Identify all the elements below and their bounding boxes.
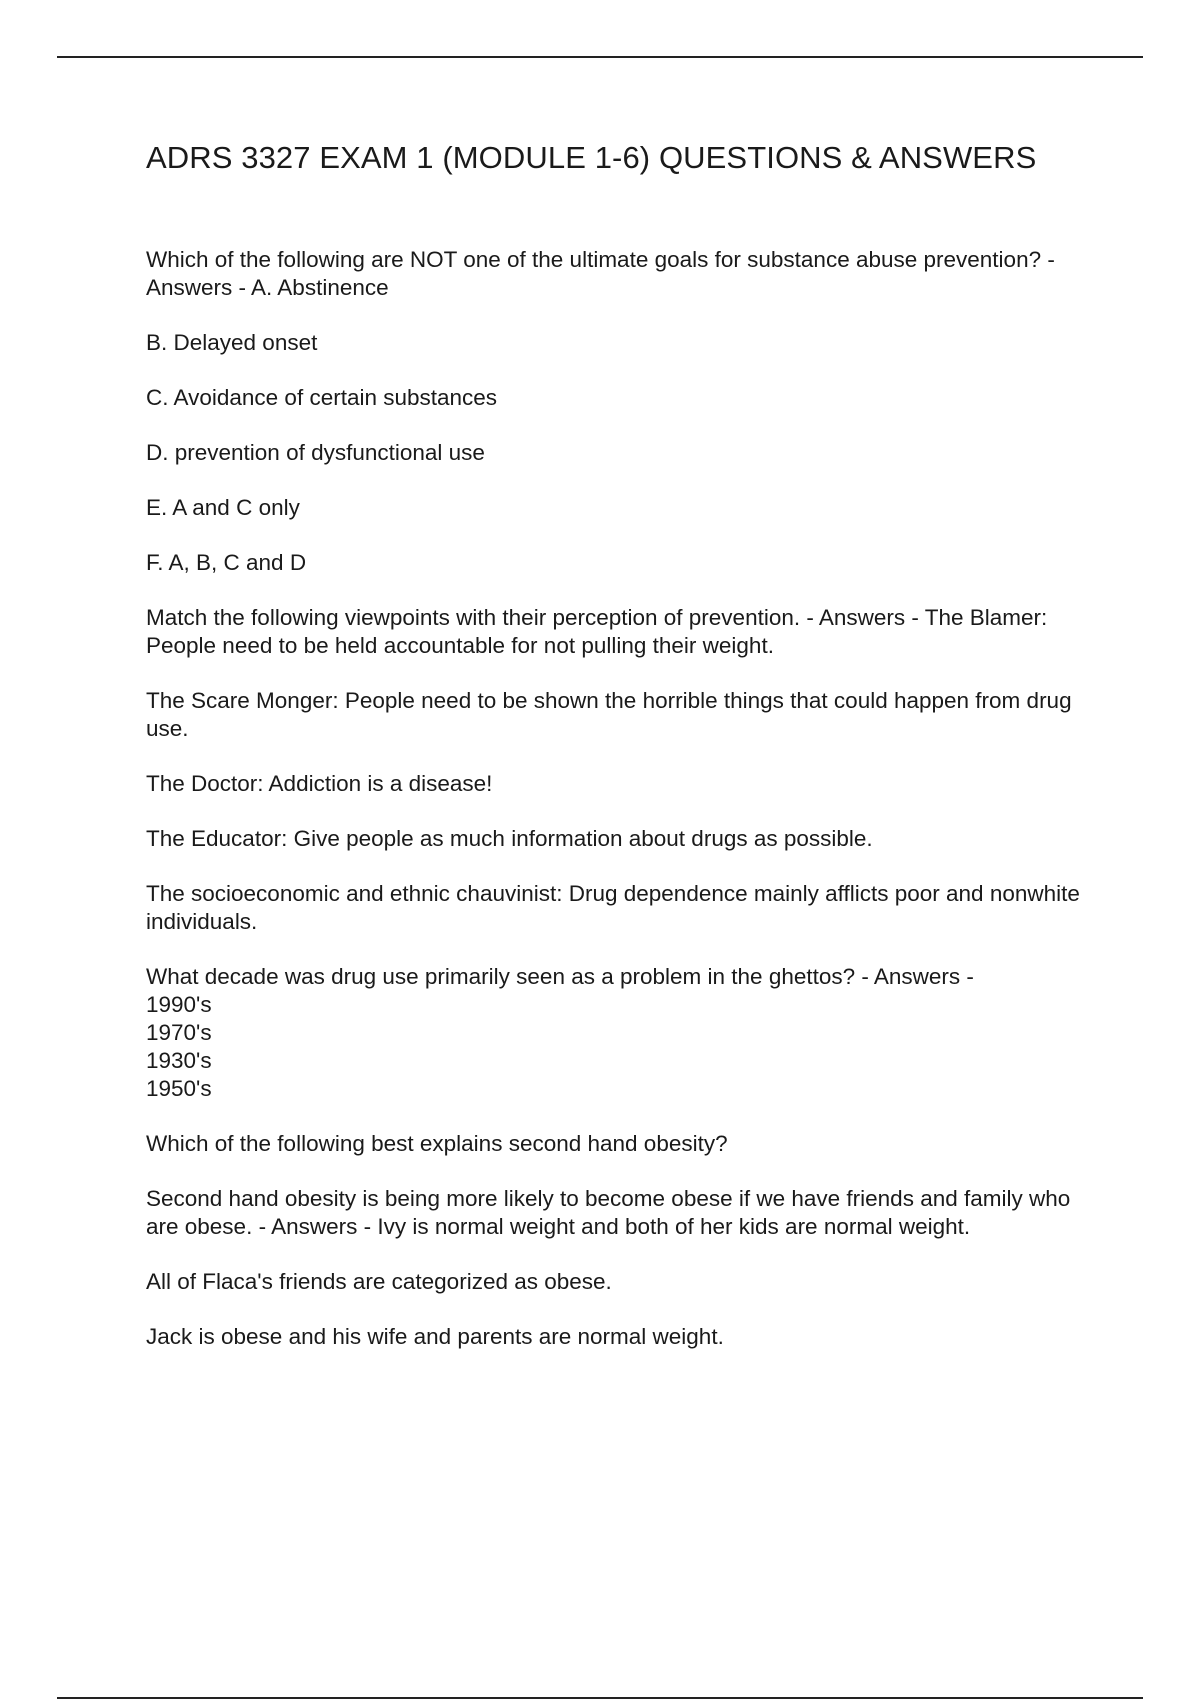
decade-option: 1950's: [146, 1076, 212, 1101]
paragraph-chauvinist: The socioeconomic and ethnic chauvinist: Drug dependence mainly afflicts poor and nonwhite individuals.: [146, 881, 1080, 934]
bottom-divider: [57, 1697, 1143, 1699]
paragraph-scare-monger: The Scare Monger: People need to be shown the horrible things that could happen from drug use.: [146, 688, 1072, 741]
paragraph-option-e: E. A and C only: [146, 495, 300, 520]
document-title: ADRS 3327 EXAM 1 (MODULE 1-6) QUESTIONS & ANSWERS: [146, 140, 1037, 175]
document-body: [146, 140, 1096, 1378]
paragraph-option-d: D. prevention of dysfunctional use: [146, 440, 485, 465]
paragraph-flaca: All of Flaca's friends are categorized as obese.: [146, 1269, 612, 1294]
paragraph-option-b: B. Delayed onset: [146, 330, 318, 355]
paragraph-q1: Which of the following are NOT one of the ultimate goals for substance abuse prevention? - Answers - A. Abstinence: [146, 247, 1055, 300]
paragraph-second-hand-question: Which of the following best explains second hand obesity?: [146, 1131, 728, 1156]
decade-question-prompt: What decade was drug use primarily seen as a problem in the ghettos? - Answers -: [146, 964, 974, 989]
paragraph-jack: Jack is obese and his wife and parents are normal weight.: [146, 1324, 724, 1349]
paragraph-q2: Match the following viewpoints with their perception of prevention. - Answers - The Blamer: People need to be held accountable for not pulling their weight.: [146, 605, 1048, 658]
paragraph-second-hand-definition: Second hand obesity is being more likely to become obese if we have friends and family who are obese. - Answers - Ivy is normal weight and both of her kids are normal weight.: [146, 1186, 1071, 1239]
paragraph-option-c: C. Avoidance of certain substances: [146, 385, 498, 410]
paragraph-doctor: The Doctor: Addiction is a disease!: [146, 771, 493, 796]
decade-option: 1990's: [146, 992, 212, 1017]
decade-option: 1970's: [146, 1020, 212, 1045]
paragraph-option-f: F. A, B, C and D: [146, 550, 307, 575]
paragraph-decade-question: [146, 963, 1096, 1103]
decade-option: 1930's: [146, 1048, 212, 1073]
top-divider: [57, 56, 1143, 58]
paragraph-educator: The Educator: Give people as much information about drugs as possible.: [146, 826, 873, 851]
